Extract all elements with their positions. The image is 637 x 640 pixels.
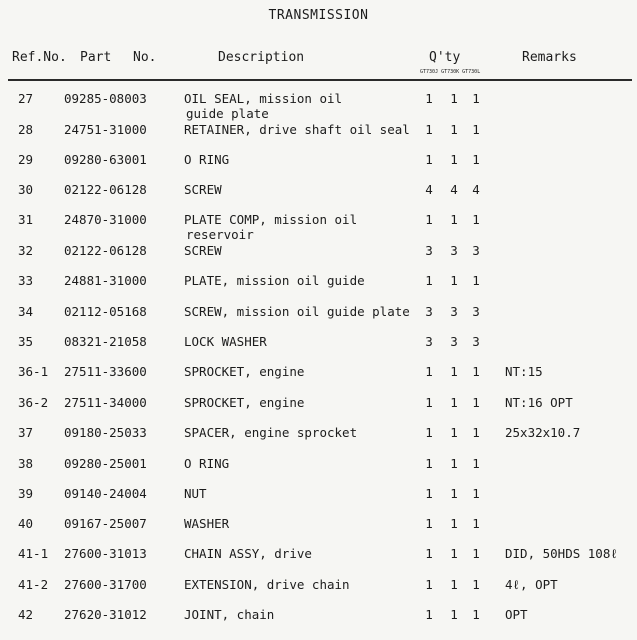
part-no-cell: 24751-31000 <box>64 122 147 137</box>
qty-gt730k-cell: 1 <box>450 546 458 561</box>
qty-gt730l-cell: 1 <box>472 395 480 410</box>
qty-gt730j-cell: 1 <box>425 273 433 288</box>
ref-cell: 41-1 <box>18 546 49 561</box>
header-description: Description <box>218 50 305 65</box>
qty-gt730l-cell: 3 <box>472 304 480 319</box>
remarks-cell: NT:15 <box>505 364 543 379</box>
qty-gt730k-cell: 3 <box>450 334 458 349</box>
remarks-cell: DID, 50HDS 108ℓ <box>505 546 618 561</box>
qty-gt730l-cell: 1 <box>472 516 480 531</box>
part-no-cell: 09280-63001 <box>64 152 147 167</box>
ref-cell: 29 <box>18 152 34 167</box>
qty-gt730j-cell: 1 <box>425 152 433 167</box>
part-no-cell: 27511-33600 <box>64 364 147 379</box>
ref-cell: 38 <box>18 456 34 471</box>
ref-cell: 39 <box>18 486 34 501</box>
table-row <box>0 334 637 364</box>
description-cell: O RING <box>184 152 230 167</box>
description-cell: PLATE COMP, mission oil <box>184 212 358 227</box>
qty-gt730l-cell: 1 <box>472 91 480 106</box>
part-no-cell: 09285-08003 <box>64 91 147 106</box>
qty-gt730k-cell: 4 <box>450 182 458 197</box>
part-no-cell: 08321-21058 <box>64 334 147 349</box>
ref-cell: 36-1 <box>18 364 49 379</box>
table-row <box>0 456 637 486</box>
qty-gt730l-cell: 1 <box>472 577 480 592</box>
ref-cell: 27 <box>18 91 34 106</box>
description-cell: OIL SEAL, mission oil <box>184 91 343 106</box>
description-cell: PLATE, mission oil guide <box>184 273 365 288</box>
table-row <box>0 577 637 607</box>
qty-gt730j-cell: 4 <box>425 182 433 197</box>
qty-gt730k-cell: 1 <box>450 212 458 227</box>
ref-cell: 31 <box>18 212 34 227</box>
qty-gt730l-cell: 3 <box>472 334 480 349</box>
description-cell: NUT <box>184 486 207 501</box>
qty-gt730j-cell: 1 <box>425 364 433 379</box>
part-no-cell: 24870-31000 <box>64 212 147 227</box>
qty-gt730k-cell: 1 <box>450 577 458 592</box>
page-title: TRANSMISSION <box>268 8 369 23</box>
table-row <box>0 546 637 576</box>
part-no-cell: 27620-31012 <box>64 607 147 622</box>
qty-gt730l-cell: 1 <box>472 364 480 379</box>
table-row <box>0 607 637 637</box>
qty-gt730l-cell: 1 <box>472 486 480 501</box>
description-cell: SPROCKET, engine <box>184 395 305 410</box>
qty-gt730l-cell: 3 <box>472 243 480 258</box>
part-no-cell: 02112-05168 <box>64 304 147 319</box>
qty-gt730j-cell: 1 <box>425 486 433 501</box>
part-no-cell: 27600-31700 <box>64 577 147 592</box>
part-no-cell: 02122-06128 <box>64 182 147 197</box>
qty-gt730j-cell: 1 <box>425 546 433 561</box>
qty-gt730k-cell: 1 <box>450 486 458 501</box>
ref-cell: 37 <box>18 425 34 440</box>
description-cell: LOCK WASHER <box>184 334 267 349</box>
table-row <box>0 425 637 455</box>
qty-gt730j-cell: 1 <box>425 122 433 137</box>
qty-gt730j-cell: 1 <box>425 607 433 622</box>
qty-gt730j-cell: 3 <box>425 334 433 349</box>
qty-gt730k-cell: 1 <box>450 395 458 410</box>
table-row <box>0 516 637 546</box>
qty-gt730l-cell: 1 <box>472 122 480 137</box>
part-no-cell: 09280-25001 <box>64 456 147 471</box>
qty-gt730k-cell: 3 <box>450 304 458 319</box>
description-cell: CHAIN ASSY, drive <box>184 546 312 561</box>
qty-gt730l-cell: 1 <box>472 212 480 227</box>
qty-gt730k-cell: 1 <box>450 516 458 531</box>
table-row <box>0 152 637 182</box>
part-no-cell: 24881-31000 <box>64 273 147 288</box>
header-part: Part <box>80 50 112 65</box>
remarks-cell: 25x32x10.7 <box>505 425 581 440</box>
remarks-cell: OPT <box>505 607 528 622</box>
header-remarks: Remarks <box>522 50 577 65</box>
description-cell: O RING <box>184 456 230 471</box>
part-no-cell: 27600-31013 <box>64 546 147 561</box>
description-cell: SPROCKET, engine <box>184 364 305 379</box>
qty-gt730j-cell: 1 <box>425 516 433 531</box>
ref-cell: 34 <box>18 304 34 319</box>
header-qty: Q'ty <box>429 50 461 65</box>
qty-gt730l-cell: 1 <box>472 152 480 167</box>
part-no-cell: 02122-06128 <box>64 243 147 258</box>
description-cell: JOINT, chain <box>184 607 275 622</box>
description-cell: SCREW, mission oil guide plate <box>184 304 410 319</box>
description-cell: SPACER, engine sprocket <box>184 425 358 440</box>
ref-cell: 30 <box>18 182 34 197</box>
qty-gt730j-cell: 3 <box>425 243 433 258</box>
qty-gt730l-cell: 1 <box>472 425 480 440</box>
qty-gt730k-cell: 1 <box>450 152 458 167</box>
qty-gt730j-cell: 1 <box>425 395 433 410</box>
header-ref-no: Ref.No. <box>12 50 67 65</box>
table-row <box>0 243 637 273</box>
ref-cell: 28 <box>18 122 34 137</box>
table-row <box>0 486 637 516</box>
qty-gt730j-cell: 1 <box>425 425 433 440</box>
ref-cell: 36-2 <box>18 395 49 410</box>
ref-cell: 40 <box>18 516 34 531</box>
header-model-codes: GT730J GT730K GT730L <box>420 69 481 75</box>
qty-gt730j-cell: 1 <box>425 456 433 471</box>
header-rule <box>8 79 632 81</box>
part-no-cell: 27511-34000 <box>64 395 147 410</box>
remarks-cell: 4ℓ, OPT <box>505 577 558 592</box>
qty-gt730l-cell: 4 <box>472 182 480 197</box>
ref-cell: 42 <box>18 607 34 622</box>
qty-gt730k-cell: 1 <box>450 364 458 379</box>
ref-cell: 33 <box>18 273 34 288</box>
table-row <box>0 273 637 303</box>
qty-gt730l-cell: 1 <box>472 546 480 561</box>
qty-gt730k-cell: 3 <box>450 243 458 258</box>
table-row <box>0 122 637 152</box>
qty-gt730k-cell: 1 <box>450 91 458 106</box>
description-cell: SCREW <box>184 243 222 258</box>
qty-gt730k-cell: 1 <box>450 425 458 440</box>
part-no-cell: 09167-25007 <box>64 516 147 531</box>
table-row <box>0 364 637 394</box>
qty-gt730k-cell: 1 <box>450 122 458 137</box>
qty-gt730k-cell: 1 <box>450 607 458 622</box>
qty-gt730j-cell: 1 <box>425 212 433 227</box>
description-cell: WASHER <box>184 516 230 531</box>
qty-gt730k-cell: 1 <box>450 273 458 288</box>
qty-gt730k-cell: 1 <box>450 456 458 471</box>
table-row <box>0 304 637 334</box>
qty-gt730l-cell: 1 <box>472 456 480 471</box>
remarks-cell: NT:16 OPT <box>505 395 573 410</box>
description-cell: RETAINER, drive shaft oil seal <box>184 122 410 137</box>
description-cell: EXTENSION, drive chain <box>184 577 350 592</box>
ref-cell: 32 <box>18 243 34 258</box>
description-continued-cell: guide plate <box>186 106 269 121</box>
description-cell: SCREW <box>184 182 222 197</box>
table-row <box>0 182 637 212</box>
table-row <box>0 395 637 425</box>
qty-gt730j-cell: 1 <box>425 91 433 106</box>
part-no-cell: 09140-24004 <box>64 486 147 501</box>
qty-gt730j-cell: 1 <box>425 577 433 592</box>
description-continued-cell: reservoir <box>186 227 254 242</box>
part-no-cell: 09180-25033 <box>64 425 147 440</box>
table-row <box>0 91 637 121</box>
table-row <box>0 212 637 242</box>
qty-gt730j-cell: 3 <box>425 304 433 319</box>
qty-gt730l-cell: 1 <box>472 607 480 622</box>
qty-gt730l-cell: 1 <box>472 273 480 288</box>
header-no: No. <box>133 50 157 65</box>
ref-cell: 41-2 <box>18 577 49 592</box>
ref-cell: 35 <box>18 334 34 349</box>
